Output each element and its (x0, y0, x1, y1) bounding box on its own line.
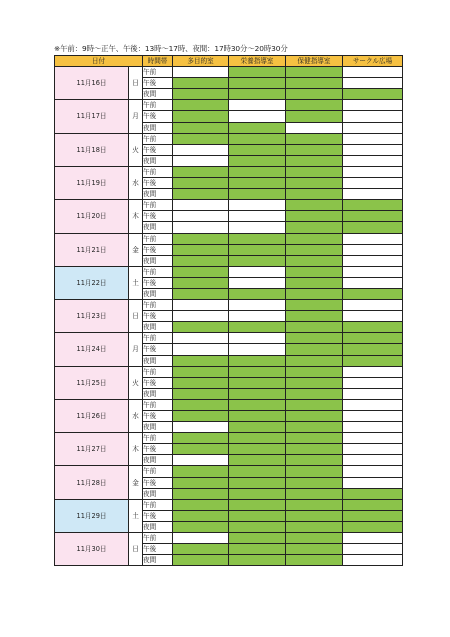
time-slot-cell: 午後 (143, 510, 173, 521)
available-cell-multipurpose (173, 344, 229, 355)
date-cell: 11月23日 (55, 300, 129, 333)
reserved-cell-health (286, 255, 343, 266)
table-row (55, 200, 403, 211)
time-slot-cell: 午前 (143, 233, 173, 244)
reserved-cell-circle-plaza (343, 89, 403, 100)
reserved-cell-multipurpose (173, 266, 229, 277)
time-slot-cell: 夜間 (143, 155, 173, 166)
reserved-cell-health (286, 377, 343, 388)
available-cell-multipurpose (173, 333, 229, 344)
header-room-circle-plaza: サークル広場 (343, 56, 403, 67)
reserved-cell-nutrition (229, 288, 286, 299)
reserved-cell-health (286, 510, 343, 521)
available-cell-multipurpose (173, 455, 229, 466)
reserved-cell-circle-plaza (343, 510, 403, 521)
time-slot-cell: 午後 (143, 344, 173, 355)
day-of-week-cell: 火 (129, 366, 143, 399)
day-of-week-cell: 木 (129, 200, 143, 233)
day-of-week-cell: 木 (129, 433, 143, 466)
available-cell-nutrition (229, 200, 286, 211)
reserved-cell-nutrition (229, 521, 286, 532)
reserved-cell-health (286, 111, 343, 122)
time-slot-cell: 夜間 (143, 488, 173, 499)
time-slot-cell: 夜間 (143, 322, 173, 333)
available-cell-circle-plaza (343, 544, 403, 555)
time-slot-note: ※午前：9時～正午、午後：13時～17時、夜間：17時30分～20時30分 (54, 44, 288, 53)
reserved-cell-multipurpose (173, 544, 229, 555)
available-cell-circle-plaza (343, 311, 403, 322)
header-room-multipurpose: 多目的室 (173, 56, 229, 67)
reserved-cell-health (286, 222, 343, 233)
table-row (55, 399, 403, 410)
date-cell: 11月16日 (55, 67, 129, 100)
available-cell-circle-plaza (343, 388, 403, 399)
reserved-cell-nutrition (229, 322, 286, 333)
reserved-cell-multipurpose (173, 233, 229, 244)
reserved-cell-nutrition (229, 510, 286, 521)
time-slot-cell: 午後 (143, 144, 173, 155)
time-slot-cell: 午後 (143, 178, 173, 189)
available-cell-circle-plaza (343, 422, 403, 433)
reserved-cell-multipurpose (173, 444, 229, 455)
reserved-cell-health (286, 388, 343, 399)
reserved-cell-nutrition (229, 433, 286, 444)
reserved-cell-multipurpose (173, 166, 229, 177)
time-slot-cell: 夜間 (143, 288, 173, 299)
day-of-week-cell: 火 (129, 133, 143, 166)
date-cell: 11月24日 (55, 333, 129, 366)
reserved-cell-health (286, 477, 343, 488)
available-cell-circle-plaza (343, 433, 403, 444)
time-slot-cell: 午前 (143, 200, 173, 211)
reserved-cell-multipurpose (173, 411, 229, 422)
reserved-cell-nutrition (229, 388, 286, 399)
reserved-cell-circle-plaza (343, 344, 403, 355)
available-cell-circle-plaza (343, 366, 403, 377)
reserved-cell-multipurpose (173, 466, 229, 477)
time-slot-cell: 午前 (143, 499, 173, 510)
reserved-cell-nutrition (229, 555, 286, 566)
available-cell-circle-plaza (343, 178, 403, 189)
available-cell-circle-plaza (343, 411, 403, 422)
reserved-cell-multipurpose (173, 100, 229, 111)
available-cell-circle-plaza (343, 100, 403, 111)
reserved-cell-multipurpose (173, 244, 229, 255)
reserved-cell-multipurpose (173, 477, 229, 488)
reserved-cell-multipurpose (173, 399, 229, 410)
time-slot-cell: 午前 (143, 533, 173, 544)
reserved-cell-health (286, 544, 343, 555)
reserved-cell-circle-plaza (343, 288, 403, 299)
date-cell: 11月28日 (55, 466, 129, 499)
reserved-cell-nutrition (229, 499, 286, 510)
reserved-cell-health (286, 555, 343, 566)
reserved-cell-health (286, 178, 343, 189)
table-row (55, 233, 403, 244)
reserved-cell-health (286, 78, 343, 89)
reserved-cell-nutrition (229, 355, 286, 366)
available-cell-multipurpose (173, 422, 229, 433)
reserved-cell-nutrition (229, 399, 286, 410)
available-cell-multipurpose (173, 200, 229, 211)
available-cell-multipurpose (173, 311, 229, 322)
date-cell: 11月26日 (55, 399, 129, 432)
time-slot-cell: 午前 (143, 366, 173, 377)
table-row (55, 133, 403, 144)
reserved-cell-circle-plaza (343, 488, 403, 499)
time-slot-cell: 午後 (143, 411, 173, 422)
time-slot-cell: 夜間 (143, 521, 173, 532)
time-slot-cell: 午前 (143, 333, 173, 344)
reserved-cell-health (286, 444, 343, 455)
reserved-cell-nutrition (229, 78, 286, 89)
reserved-cell-nutrition (229, 189, 286, 200)
time-slot-cell: 夜間 (143, 122, 173, 133)
reserved-cell-circle-plaza (343, 499, 403, 510)
reserved-cell-health (286, 133, 343, 144)
reserved-cell-nutrition (229, 67, 286, 78)
available-cell-multipurpose (173, 300, 229, 311)
available-cell-circle-plaza (343, 533, 403, 544)
reserved-cell-nutrition (229, 366, 286, 377)
reserved-cell-health (286, 211, 343, 222)
available-cell-nutrition (229, 222, 286, 233)
available-cell-nutrition (229, 333, 286, 344)
table-row (55, 100, 403, 111)
day-of-week-cell: 金 (129, 233, 143, 266)
available-cell-circle-plaza (343, 377, 403, 388)
table-row (55, 300, 403, 311)
reserved-cell-multipurpose (173, 377, 229, 388)
reserved-cell-multipurpose (173, 433, 229, 444)
date-cell: 11月22日 (55, 266, 129, 299)
reserved-cell-circle-plaza (343, 211, 403, 222)
reserved-cell-health (286, 100, 343, 111)
table-row (55, 466, 403, 477)
reserved-cell-multipurpose (173, 499, 229, 510)
reserved-cell-health (286, 300, 343, 311)
reserved-cell-nutrition (229, 155, 286, 166)
time-slot-cell: 午前 (143, 67, 173, 78)
time-slot-cell: 午後 (143, 78, 173, 89)
header-date: 日付 (55, 56, 143, 67)
date-cell: 11月30日 (55, 533, 129, 566)
available-cell-circle-plaza (343, 144, 403, 155)
available-cell-circle-plaza (343, 111, 403, 122)
reserved-cell-nutrition (229, 444, 286, 455)
time-slot-cell: 夜間 (143, 422, 173, 433)
reserved-cell-multipurpose (173, 277, 229, 288)
time-slot-cell: 夜間 (143, 89, 173, 100)
time-slot-cell: 午前 (143, 100, 173, 111)
time-slot-cell: 午前 (143, 433, 173, 444)
available-cell-nutrition (229, 266, 286, 277)
reserved-cell-multipurpose (173, 388, 229, 399)
reserved-cell-health (286, 344, 343, 355)
time-slot-cell: 午後 (143, 277, 173, 288)
reserved-cell-health (286, 144, 343, 155)
date-cell: 11月25日 (55, 366, 129, 399)
time-slot-cell: 午前 (143, 133, 173, 144)
date-cell: 11月27日 (55, 433, 129, 466)
available-cell-circle-plaza (343, 67, 403, 78)
time-slot-cell: 夜間 (143, 355, 173, 366)
available-cell-circle-plaza (343, 477, 403, 488)
table-row (55, 366, 403, 377)
reserved-cell-health (286, 244, 343, 255)
reserved-cell-health (286, 366, 343, 377)
date-cell: 11月19日 (55, 166, 129, 199)
available-cell-nutrition (229, 311, 286, 322)
header-room-health: 保健指導室 (286, 56, 343, 67)
table-row (55, 533, 403, 544)
table-header-row (55, 56, 403, 67)
reserved-cell-multipurpose (173, 355, 229, 366)
reserved-cell-multipurpose (173, 89, 229, 100)
reserved-cell-nutrition (229, 122, 286, 133)
reserved-cell-nutrition (229, 466, 286, 477)
reserved-cell-multipurpose (173, 366, 229, 377)
time-slot-cell: 午後 (143, 111, 173, 122)
available-cell-nutrition (229, 300, 286, 311)
time-slot-cell: 午前 (143, 399, 173, 410)
available-cell-circle-plaza (343, 244, 403, 255)
available-cell-circle-plaza (343, 166, 403, 177)
date-cell: 11月17日 (55, 100, 129, 133)
reserved-cell-health (286, 488, 343, 499)
day-of-week-cell: 月 (129, 100, 143, 133)
available-cell-circle-plaza (343, 266, 403, 277)
reserved-cell-health (286, 355, 343, 366)
reserved-cell-nutrition (229, 455, 286, 466)
reserved-cell-circle-plaza (343, 521, 403, 532)
available-cell-multipurpose (173, 67, 229, 78)
reserved-cell-nutrition (229, 133, 286, 144)
available-cell-circle-plaza (343, 155, 403, 166)
reserved-cell-circle-plaza (343, 322, 403, 333)
day-of-week-cell: 水 (129, 166, 143, 199)
time-slot-cell: 夜間 (143, 455, 173, 466)
reserved-cell-nutrition (229, 411, 286, 422)
table-row (55, 67, 403, 78)
available-cell-circle-plaza (343, 466, 403, 477)
available-cell-circle-plaza (343, 399, 403, 410)
available-cell-health (286, 122, 343, 133)
reserved-cell-nutrition (229, 89, 286, 100)
reserved-cell-health (286, 67, 343, 78)
reserved-cell-multipurpose (173, 521, 229, 532)
reserved-cell-multipurpose (173, 510, 229, 521)
reserved-cell-health (286, 466, 343, 477)
day-of-week-cell: 土 (129, 266, 143, 299)
day-of-week-cell: 水 (129, 399, 143, 432)
reserved-cell-health (286, 155, 343, 166)
reserved-cell-health (286, 399, 343, 410)
reserved-cell-health (286, 499, 343, 510)
reserved-cell-nutrition (229, 233, 286, 244)
day-of-week-cell: 月 (129, 333, 143, 366)
time-slot-cell: 夜間 (143, 255, 173, 266)
reserved-cell-multipurpose (173, 322, 229, 333)
date-cell: 11月21日 (55, 233, 129, 266)
reserved-cell-multipurpose (173, 111, 229, 122)
date-cell: 11月18日 (55, 133, 129, 166)
available-cell-multipurpose (173, 155, 229, 166)
reserved-cell-nutrition (229, 255, 286, 266)
time-slot-cell: 夜間 (143, 222, 173, 233)
available-cell-multipurpose (173, 222, 229, 233)
time-slot-cell: 夜間 (143, 388, 173, 399)
available-cell-circle-plaza (343, 444, 403, 455)
day-of-week-cell: 土 (129, 499, 143, 532)
reserved-cell-health (286, 277, 343, 288)
available-cell-nutrition (229, 277, 286, 288)
available-cell-circle-plaza (343, 122, 403, 133)
reserved-cell-multipurpose (173, 255, 229, 266)
time-slot-cell: 午前 (143, 466, 173, 477)
day-of-week-cell: 日 (129, 67, 143, 100)
reserved-cell-multipurpose (173, 178, 229, 189)
reserved-cell-health (286, 266, 343, 277)
reserved-cell-circle-plaza (343, 355, 403, 366)
reserved-cell-health (286, 311, 343, 322)
table-row (55, 166, 403, 177)
table-row (55, 499, 403, 510)
date-cell: 11月29日 (55, 499, 129, 532)
table-row (55, 266, 403, 277)
reserved-cell-health (286, 411, 343, 422)
time-slot-cell: 午後 (143, 544, 173, 555)
reserved-cell-nutrition (229, 477, 286, 488)
available-cell-circle-plaza (343, 555, 403, 566)
reserved-cell-nutrition (229, 533, 286, 544)
reserved-cell-multipurpose (173, 78, 229, 89)
reserved-cell-nutrition (229, 544, 286, 555)
reserved-cell-health (286, 333, 343, 344)
table-body (55, 67, 403, 566)
date-cell: 11月20日 (55, 200, 129, 233)
available-cell-nutrition (229, 100, 286, 111)
reserved-cell-nutrition (229, 244, 286, 255)
reserved-cell-circle-plaza (343, 200, 403, 211)
available-cell-circle-plaza (343, 233, 403, 244)
available-cell-circle-plaza (343, 300, 403, 311)
available-cell-circle-plaza (343, 455, 403, 466)
available-cell-circle-plaza (343, 189, 403, 200)
available-cell-multipurpose (173, 533, 229, 544)
time-slot-cell: 午後 (143, 444, 173, 455)
time-slot-cell: 午後 (143, 377, 173, 388)
available-cell-circle-plaza (343, 78, 403, 89)
available-cell-nutrition (229, 111, 286, 122)
reserved-cell-health (286, 521, 343, 532)
reserved-cell-multipurpose (173, 133, 229, 144)
reserved-cell-nutrition (229, 144, 286, 155)
reserved-cell-health (286, 322, 343, 333)
time-slot-cell: 午後 (143, 244, 173, 255)
time-slot-cell: 午後 (143, 311, 173, 322)
reserved-cell-nutrition (229, 488, 286, 499)
reserved-cell-health (286, 288, 343, 299)
reserved-cell-multipurpose (173, 122, 229, 133)
reserved-cell-multipurpose (173, 288, 229, 299)
reserved-cell-health (286, 233, 343, 244)
available-cell-nutrition (229, 211, 286, 222)
reserved-cell-health (286, 89, 343, 100)
time-slot-cell: 午前 (143, 300, 173, 311)
reserved-cell-health (286, 189, 343, 200)
reserved-cell-health (286, 166, 343, 177)
table-row (55, 333, 403, 344)
time-slot-cell: 午後 (143, 211, 173, 222)
header-time-slot: 時間帯 (143, 56, 173, 67)
table-row (55, 433, 403, 444)
reserved-cell-nutrition (229, 178, 286, 189)
reserved-cell-health (286, 422, 343, 433)
available-cell-nutrition (229, 344, 286, 355)
reserved-cell-health (286, 455, 343, 466)
time-slot-cell: 午前 (143, 166, 173, 177)
available-cell-circle-plaza (343, 133, 403, 144)
reserved-cell-health (286, 533, 343, 544)
time-slot-cell: 夜間 (143, 189, 173, 200)
header-room-nutrition: 栄養指導室 (229, 56, 286, 67)
day-of-week-cell: 日 (129, 300, 143, 333)
reserved-cell-nutrition (229, 377, 286, 388)
reserved-cell-circle-plaza (343, 333, 403, 344)
available-cell-multipurpose (173, 211, 229, 222)
reserved-cell-health (286, 433, 343, 444)
reserved-cell-nutrition (229, 166, 286, 177)
reserved-cell-nutrition (229, 422, 286, 433)
time-slot-cell: 午前 (143, 266, 173, 277)
reserved-cell-multipurpose (173, 189, 229, 200)
reserved-cell-health (286, 200, 343, 211)
available-cell-circle-plaza (343, 255, 403, 266)
reserved-cell-multipurpose (173, 555, 229, 566)
day-of-week-cell: 日 (129, 533, 143, 566)
reserved-cell-circle-plaza (343, 222, 403, 233)
time-slot-cell: 午後 (143, 477, 173, 488)
available-cell-circle-plaza (343, 277, 403, 288)
day-of-week-cell: 金 (129, 466, 143, 499)
facility-schedule-table (54, 55, 403, 566)
time-slot-cell: 夜間 (143, 555, 173, 566)
available-cell-multipurpose (173, 144, 229, 155)
reserved-cell-multipurpose (173, 488, 229, 499)
